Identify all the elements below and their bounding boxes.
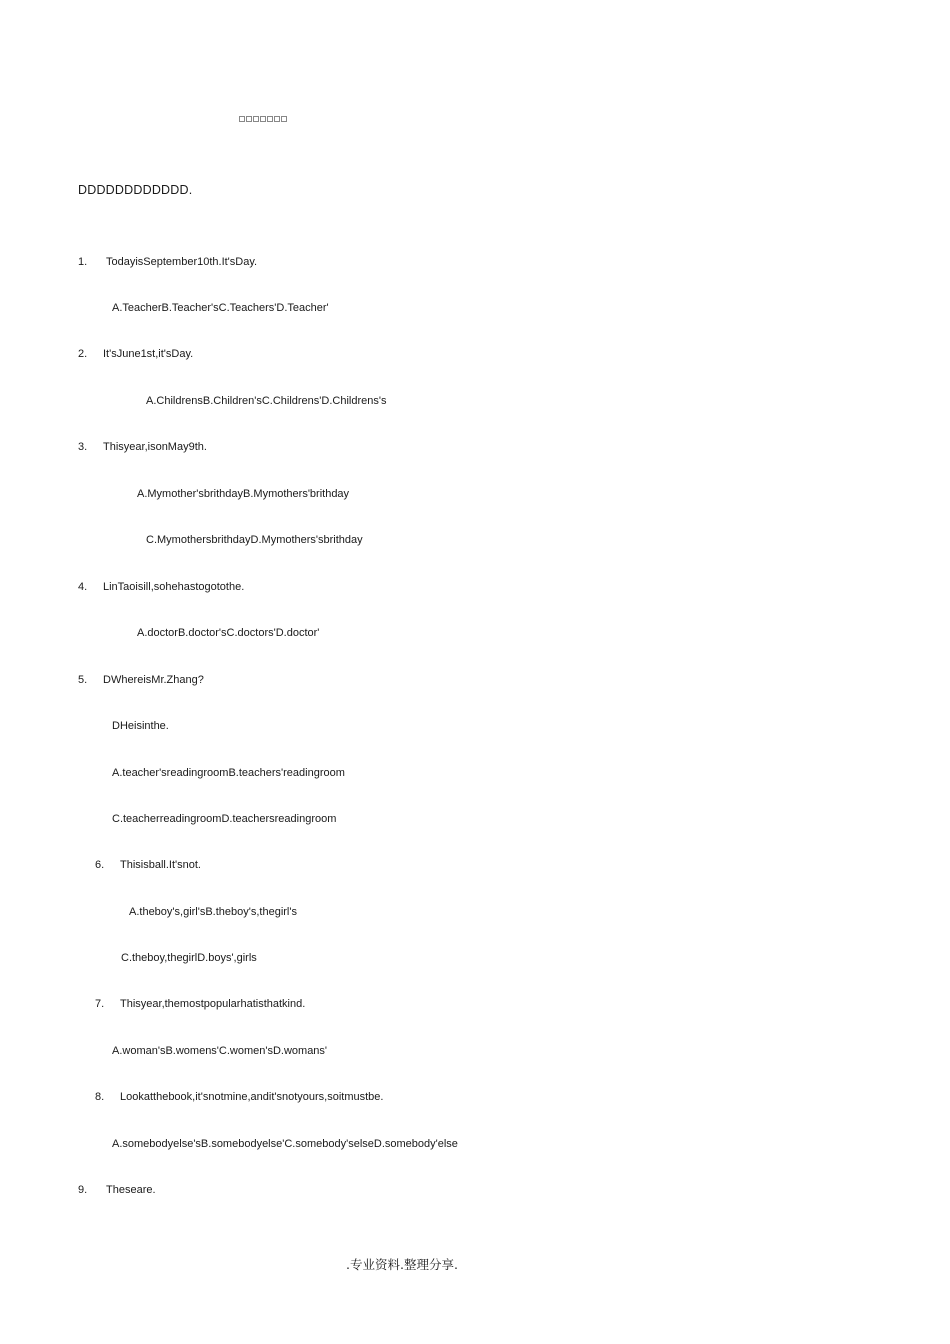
question-number: 3. bbox=[78, 441, 88, 453]
question-2 bbox=[78, 348, 193, 360]
question-6 bbox=[95, 859, 201, 871]
question-1-options: A.TeacherB.Teacher'sC.Teachers'D.Teacher' bbox=[112, 302, 329, 314]
question-number: 8. bbox=[95, 1091, 105, 1103]
question-number: 7. bbox=[95, 998, 105, 1010]
question-number: 1. bbox=[78, 256, 88, 268]
question-5 bbox=[78, 674, 204, 686]
section-heading: DDDDDDDDDDDD. bbox=[78, 183, 193, 197]
placeholder-box bbox=[274, 116, 280, 122]
question-stem: Thisyear,themostpopularhatisthatkind. bbox=[120, 998, 306, 1010]
question-6-options-a: A.theboy's,girl'sB.theboy's,thegirl's bbox=[129, 906, 297, 918]
question-8-options: A.somebodyelse'sB.somebodyelse'C.somebody'selseD.somebody'else bbox=[112, 1138, 458, 1150]
question-stem: Theseare. bbox=[106, 1184, 156, 1196]
question-stem: TodayisSeptember10th.It'sDay. bbox=[106, 256, 258, 268]
question-4 bbox=[78, 581, 244, 593]
question-2-options: A.ChildrensB.Children'sC.Childrens'D.Childrens's bbox=[146, 395, 387, 407]
placeholder-box bbox=[260, 116, 266, 122]
question-8 bbox=[95, 1091, 383, 1103]
question-number: 5. bbox=[78, 674, 88, 686]
question-stem: It'sJune1st,it'sDay. bbox=[103, 348, 194, 360]
placeholder-box bbox=[246, 116, 252, 122]
question-number: 6. bbox=[95, 859, 105, 871]
question-9 bbox=[78, 1184, 156, 1196]
question-5-options-b: C.teacherreadingroomD.teachersreadingroom bbox=[112, 813, 337, 825]
question-number: 2. bbox=[78, 348, 88, 360]
question-4-options: A.doctorB.doctor'sC.doctors'D.doctor' bbox=[137, 627, 320, 639]
question-3-options-a: A.Mymother'sbrithdayB.Mymothers'brithday bbox=[137, 488, 350, 500]
placeholder-box bbox=[267, 116, 273, 122]
placeholder-box bbox=[281, 116, 287, 122]
question-7-options: A.woman'sB.womens'C.women'sD.womans' bbox=[112, 1045, 328, 1057]
placeholder-box bbox=[239, 116, 245, 122]
question-6-options-b: C.theboy,thegirlD.boys',girls bbox=[121, 952, 257, 964]
question-3-options-b: C.MymothersbrithdayD.Mymothers'sbrithday bbox=[146, 534, 363, 546]
question-1 bbox=[78, 256, 257, 268]
placeholder-boxes bbox=[239, 116, 287, 122]
question-stem: DWhereisMr.Zhang? bbox=[103, 674, 204, 686]
question-number: 9. bbox=[78, 1184, 88, 1196]
placeholder-box bbox=[253, 116, 259, 122]
question-5-options-a: A.teacher'sreadingroomB.teachers'readingroom bbox=[112, 767, 345, 779]
question-stem: Thisisball.It'snot. bbox=[120, 859, 201, 871]
question-stem: LinTaoisill,sohehastogotothe. bbox=[103, 581, 245, 593]
question-stem: Lookatthebook,it'snotmine,andit'snotyours,soitmustbe. bbox=[120, 1091, 384, 1103]
question-number: 4. bbox=[78, 581, 88, 593]
page-footer: .专业资料.整理分享. bbox=[346, 1257, 458, 1272]
question-stem: Thisyear,isonMay9th. bbox=[103, 441, 207, 453]
question-5-answer-line: DHeisinthe. bbox=[112, 720, 169, 732]
question-7 bbox=[95, 998, 305, 1010]
question-3 bbox=[78, 441, 207, 453]
